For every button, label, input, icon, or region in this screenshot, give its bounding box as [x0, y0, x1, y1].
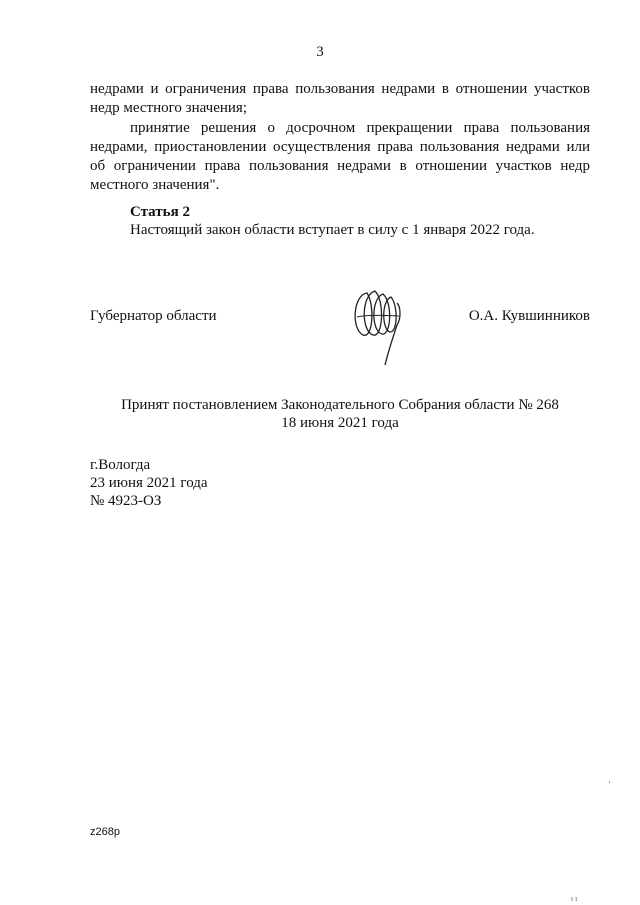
body-paragraph-1: [90, 80, 590, 118]
corner-mark: ι ι: [571, 894, 578, 903]
article-title: Статья 2: [130, 204, 190, 220]
footer-code: z268p: [90, 826, 120, 838]
signing-date: 23 июня 2021 года: [90, 475, 208, 491]
body-paragraph-2: [90, 119, 590, 195]
handwritten-signature: [345, 285, 415, 370]
law-number: № 4923-ОЗ: [90, 493, 162, 509]
adoption-note: [0, 396, 640, 432]
paragraph-text: недрами и ограничения права пользования недрами в отношении участков недр местного значения;: [90, 81, 590, 116]
place-date-block: [90, 456, 208, 510]
article-block: [130, 203, 535, 239]
article-text: Настоящий закон области вступает в силу с 1 января 2022 года.: [130, 222, 535, 238]
page-number: 3: [316, 44, 324, 60]
signatory-name: О.А. Кувшинников: [468, 308, 590, 324]
city: г.Вологда: [90, 457, 151, 473]
signatory-role: Губернатор области: [90, 308, 217, 324]
adoption-line-2: 18 июня 2021 года: [281, 415, 399, 431]
adoption-line-1: Принят постановлением Законодательного Собрания области № 268: [121, 397, 559, 413]
scan-dot: [609, 781, 610, 783]
paragraph-text: принятие решения о досрочном прекращении права пользования недрами, приостановлении осуществления права пользования недрами или об ограничении права пользования недрами в отношении участков недр местного значения".: [90, 120, 590, 193]
